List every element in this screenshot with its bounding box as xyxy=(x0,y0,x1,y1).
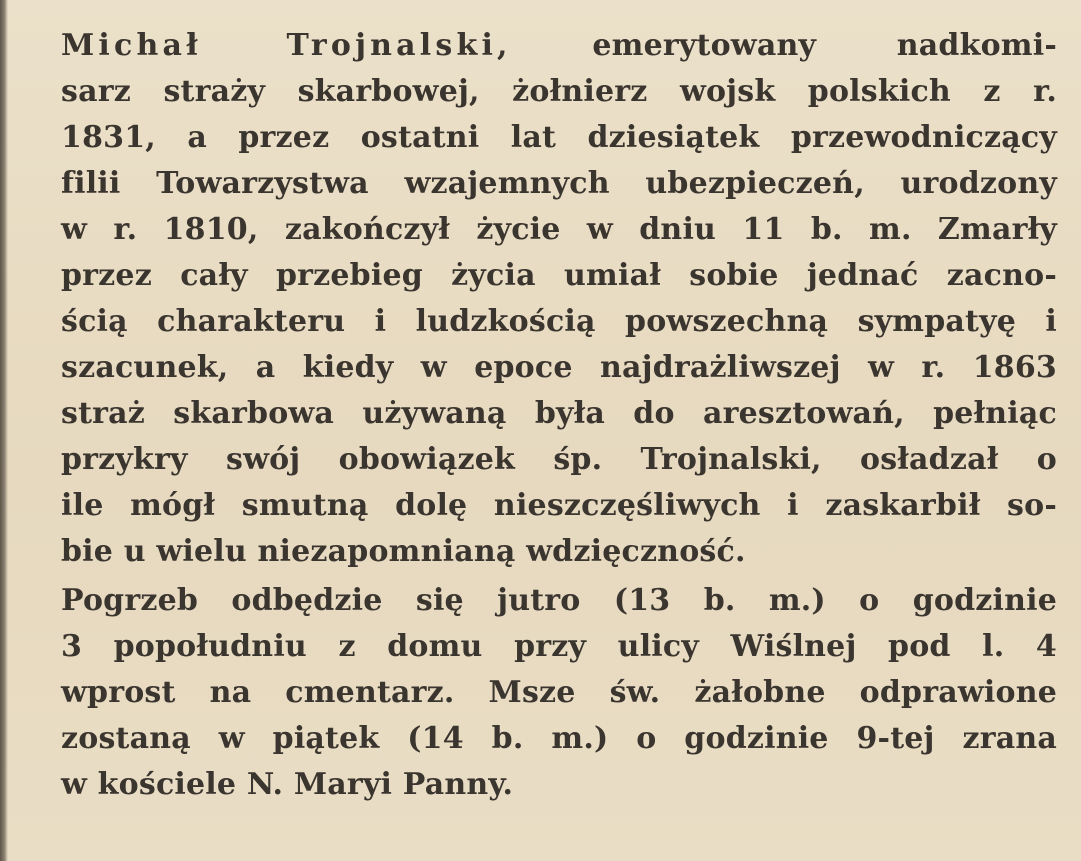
text-line-2: sarz straży skarbowej, żołnierz wojsk polskich z r. xyxy=(61,74,1057,109)
text-line-15: wprost na cmentarz. Msze św. żałobne odprawione xyxy=(61,675,1057,710)
text-line-8: szacunek, a kiedy w epoce najdrażliwszej w r. 1863 xyxy=(61,350,1057,385)
text-line-9: straż skarbowa używaną była do aresztowań, pełniąc xyxy=(61,396,1057,431)
person-name: Michał Trojnalski, xyxy=(61,28,512,63)
text-line-1-rest: emerytowany nadkomi- xyxy=(592,28,1057,63)
text-line-12: bie u wielu niezapomnianą wdzięczność. xyxy=(61,534,746,569)
text-line-6: przez cały przebieg życia umiał sobie jednać zacno- xyxy=(61,258,1057,293)
text-line-5: w r. 1810, zakończył życie w dniu 11 b. m. Zmarły xyxy=(61,212,1057,247)
text-line-10: przykry swój obowiązek śp. Trojnalski, osładzał o xyxy=(61,442,1057,477)
text-line-1 xyxy=(61,21,1057,71)
text-line-11: ile mógł smutną dolę nieszczęśliwych i zaskarbił so- xyxy=(61,488,1057,523)
text-line-17: w kościele N. Maryi Panny. xyxy=(61,767,514,802)
text-line-14: 3 popołudniu z domu przy ulicy Wiślnej pod l. 4 xyxy=(61,629,1057,664)
text-line-4: filii Towarzystwa wzajemnych ubezpieczeń, urodzony xyxy=(61,166,1057,201)
text-line-3: 1831, a przez ostatni lat dziesiątek przewodniczący xyxy=(61,120,1057,155)
text-line-16: zostaną w piątek (14 b. m.) o godzinie 9-tej zrana xyxy=(61,721,1057,756)
text-line-13: Pogrzeb odbędzie się jutro (13 b. m.) o godzinie xyxy=(61,583,1057,618)
text-line-7: ścią charakteru i ludzkością powszechną sympatyę i xyxy=(61,304,1057,339)
